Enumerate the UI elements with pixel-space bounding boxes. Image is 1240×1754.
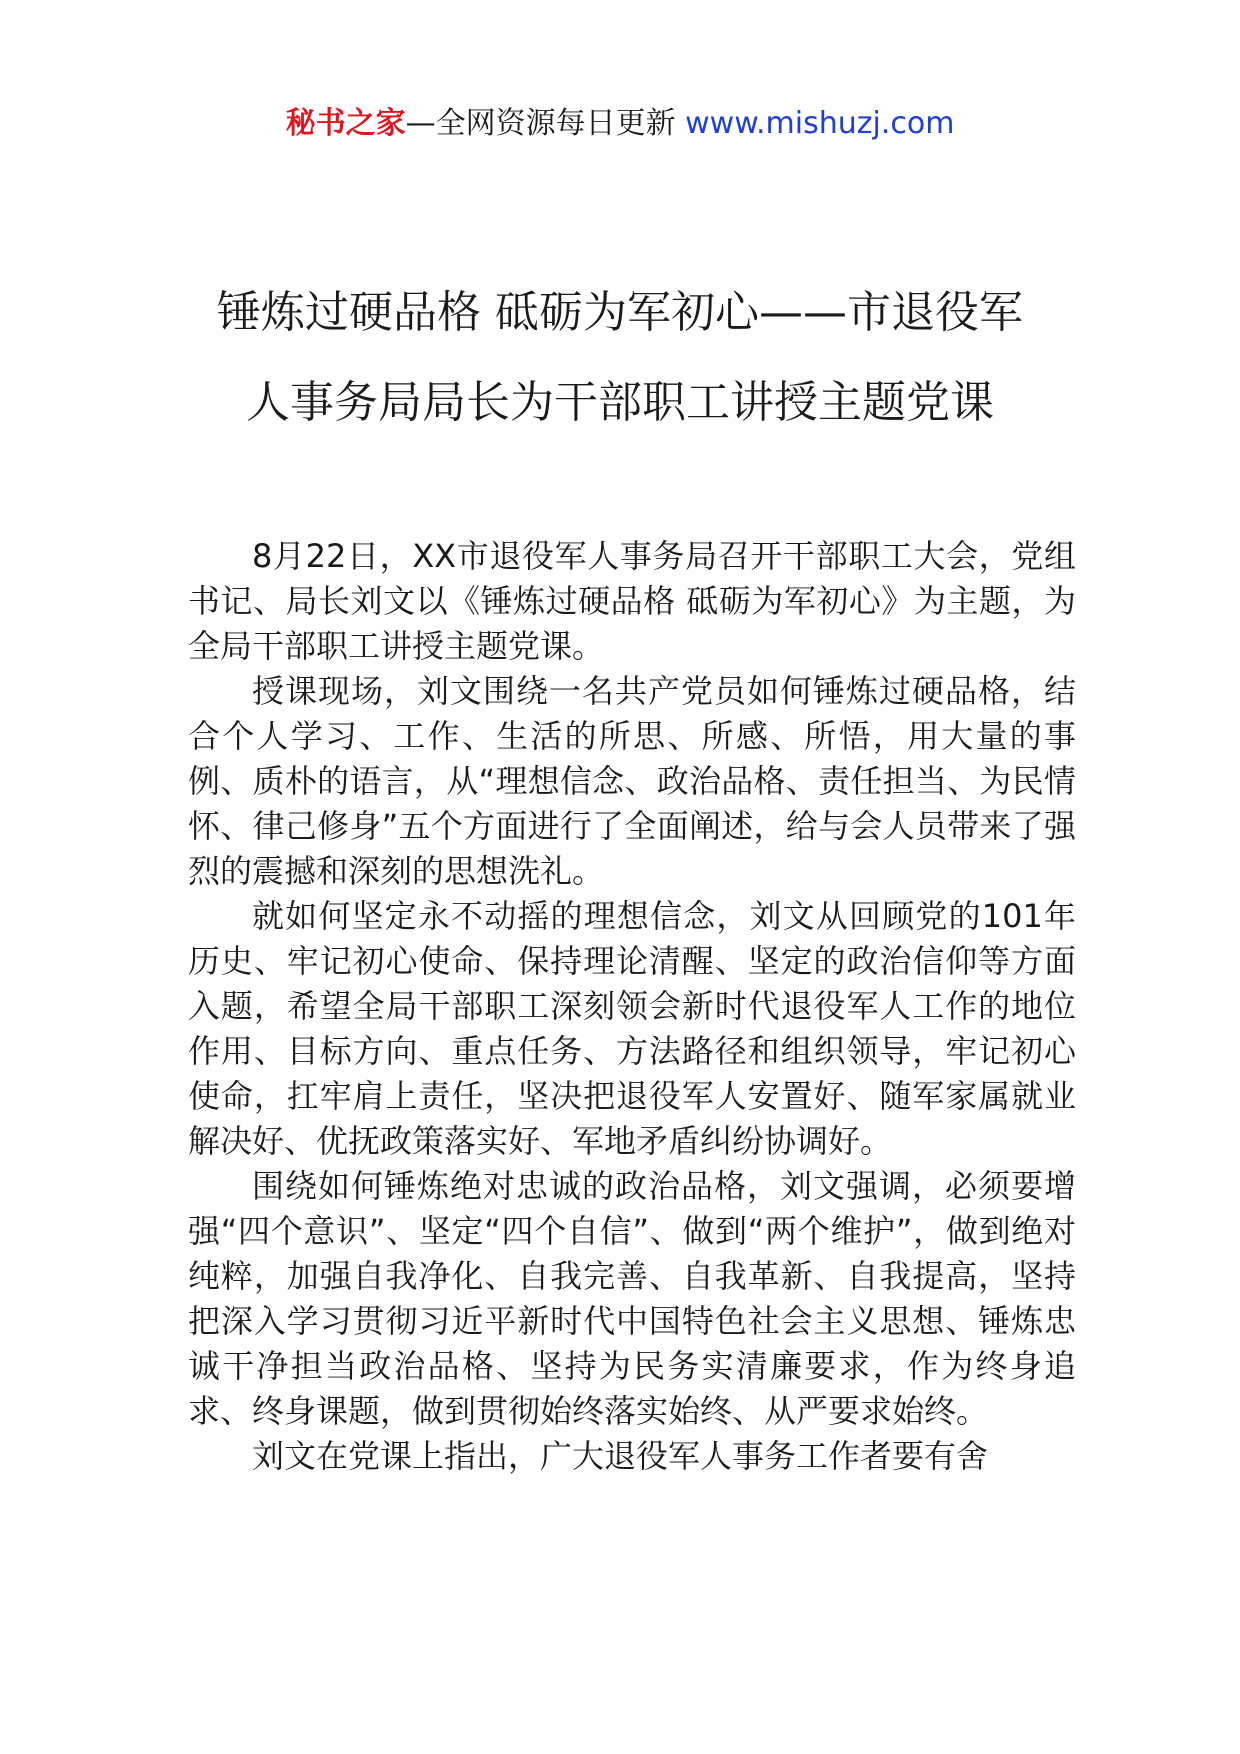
- document-title: [180, 268, 1060, 448]
- header-tagline: —全网资源每日更新: [405, 106, 676, 141]
- body-paragraph: 刘文在党课上指出，广大退役军人事务工作者要有舍: [252, 1437, 989, 1475]
- body-paragraph: 8月22日，XX市退役军人事务局召开干部职工大会，党组书记、局长刘文以《锤炼过硬品格 砥砺为军初心》为主题，为全局干部职工讲授主题党课。: [188, 537, 1076, 665]
- title-line-2: 人事务局局长为干部职工讲授主题党课: [246, 377, 994, 428]
- site-url-link[interactable]: www.mishuzj.com: [685, 106, 955, 141]
- body-paragraph: 围绕如何锤炼绝对忠诚的政治品格，刘文强调，必须要增强“四个意识”、坚定“四个自信”、做到“两个维护”，做到绝对纯粹，加强自我净化、自我完善、自我革新、自我提高，坚持把深入学习贯彻习近平新时代中国特色社会主义思想、锤炼忠诚干净担当政治品格、坚持为民务实清廉要求，作为终身追求、终身课题，做到贯彻始终落实始终、从严要求始终。: [188, 1167, 1076, 1430]
- body-paragraph: 就如何坚定永不动摇的理想信念，刘文从回顾党的101年历史、牢记初心使命、保持理论清醒、坚定的政治信仰等方面入题，希望全局干部职工深刻领会新时代退役军人工作的地位作用、目标方向、重点任务、方法路径和组织领导，牢记初心使命，扛牢肩上责任，坚决把退役军人安置好、随军家属就业解决好、优抚政策落实好、军地矛盾纠纷协调好。: [188, 897, 1076, 1160]
- page-header: [0, 104, 1240, 144]
- brand-name: 秘书之家: [285, 106, 406, 141]
- title-line-1: 锤炼过硬品格 砥砺为军初心——市退役军: [217, 287, 1023, 338]
- document-body: [188, 534, 1076, 1479]
- body-paragraph: 授课现场，刘文围绕一名共产党员如何锤炼过硬品格，结合个人学习、工作、生活的所思、所感、所悟，用大量的事例、质朴的语言，从“理想信念、政治品格、责任担当、为民情怀、律己修身”五个方面进行了全面阐述，给与会人员带来了强烈的震撼和深刻的思想洗礼。: [188, 672, 1076, 890]
